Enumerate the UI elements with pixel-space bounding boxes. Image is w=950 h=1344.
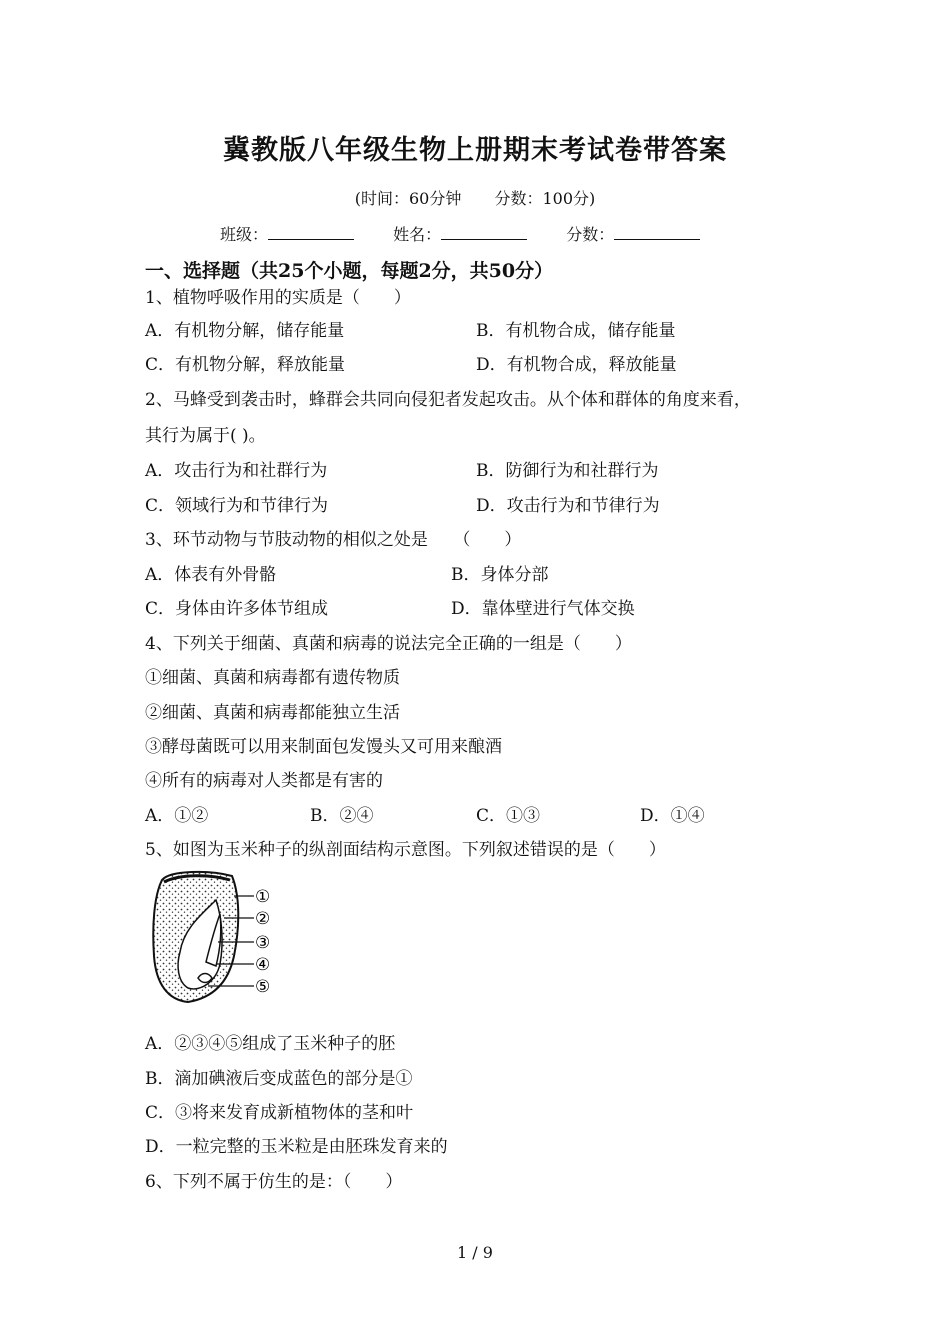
score-blank [614,225,700,240]
section-heading: 一、选择题（共25个小题，每题2分，共50分） [145,260,554,282]
score-label: 分数： [566,225,615,244]
question-1-option-b: B．有机物合成，储存能量 [476,321,676,341]
question-4-statement-4: ④所有的病毒对人类都是有害的 [145,771,383,791]
question-3-option-d: D．靠体壁进行气体交换 [451,599,635,619]
score-field [566,222,700,245]
question-2-option-b: B．防御行为和社群行为 [476,461,659,481]
question-4-option-d: D．①④ [640,806,705,826]
question-2-stem-line-2: 其行为属于( )。 [145,426,266,446]
question-2-option-c: C．领域行为和节律行为 [145,496,329,516]
question-4-option-a: A．①② [145,806,209,826]
question-2-stem-line-1: 2、马蜂受到袭击时，蜂群会共同向侵犯者发起攻击。从个体和群体的角度来看， [145,390,751,410]
page-number: 1 / 9 [457,1243,493,1262]
question-5-option-b: B．滴加碘液后变成蓝色的部分是① [145,1069,413,1089]
exam-meta [0,186,950,209]
diagram-label-2: ② [255,909,271,929]
question-1-option-a: A．有机物分解，储存能量 [145,321,345,341]
question-2-option-d: D．攻击行为和节律行为 [476,496,660,516]
name-label: 姓名： [393,225,442,244]
radicle-shape [198,974,212,983]
diagram-label-5: ⑤ [255,977,271,997]
diagram-label-3: ③ [255,933,271,953]
diagram-label-1: ① [255,887,271,907]
class-blank [268,225,354,240]
question-1-option-d: D．有机物合成，释放能量 [476,355,677,375]
question-3-stem: 3、环节动物与节肢动物的相似之处是 （ ） [145,530,522,550]
name-blank [441,225,527,240]
question-4-option-b: B．②④ [310,806,374,826]
question-5-stem: 5、如图为玉米种子的纵剖面结构示意图。下列叙述错误的是（ ） [145,840,666,860]
question-6-stem: 6、下列不属于仿生的是：（ ） [145,1172,403,1192]
question-4-stem: 4、下列关于细菌、真菌和病毒的说法完全正确的一组是（ ） [145,634,632,654]
diagram-label-4: ④ [255,955,271,975]
question-5-option-a: A．②③④⑤组成了玉米种子的胚 [145,1034,396,1054]
class-field [220,222,354,245]
student-info-fields [220,222,734,245]
question-1-option-c: C．有机物分解，释放能量 [145,355,346,375]
question-2-option-a: A．攻击行为和社群行为 [145,461,328,481]
corn-seed-diagram [150,866,280,1006]
name-field [393,222,527,245]
question-3-option-a: A．体表有外骨骼 [145,565,277,585]
exam-time: (时间：60分钟 [354,189,462,208]
exam-total-score: 分数：100分) [494,189,596,208]
class-label: 班级： [220,225,269,244]
question-3-option-c: C．身体由许多体节组成 [145,599,329,619]
exam-title: 冀教版八年级生物上册期末考试卷带答案 [223,135,727,166]
question-4-option-c: C．①③ [476,806,541,826]
question-5-option-c: C．③将来发育成新植物体的茎和叶 [145,1103,414,1123]
question-4-statement-3: ③酵母菌既可以用来制面包发馒头又可用来酿酒 [145,737,502,757]
question-3-option-b: B．身体分部 [451,565,549,585]
question-1-stem: 1、植物呼吸作用的实质是（ ） [145,288,411,308]
question-4-statement-2: ②细菌、真菌和病毒都能独立生活 [145,703,400,723]
question-5-option-d: D．一粒完整的玉米粒是由胚珠发育来的 [145,1137,448,1157]
question-4-statement-1: ①细菌、真菌和病毒都有遗传物质 [145,668,400,688]
